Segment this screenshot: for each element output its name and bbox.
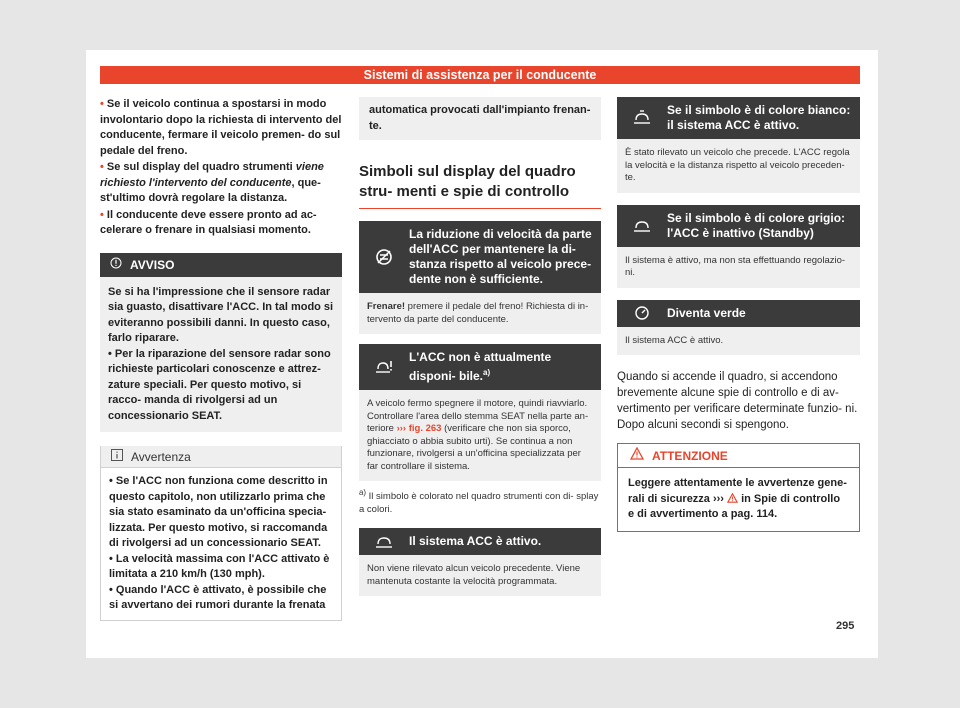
body-paragraph: Quando si accende il quadro, si accendono brevemente alcune spie di controllo e di av- vertimento per verificare determinate funzio- ni. Dopo alcuni secondi si spengono. xyxy=(617,371,858,431)
symbol-description: A veicolo fermo spegnere il motore, quindi riavviarlo. Controllare l'area dello stemma SEAT nella parte an- teriore ››› fig. 263 (verificare che non sia sporco, ghiacciato o abbia subito urti). Se continua a non funzionare, rivolgersi a un'officina specializzata per far controllare il sistema. xyxy=(359,390,601,481)
symbol-title: L'ACC non è attualmente disponi- bile.$^{a)}$ xyxy=(409,350,552,383)
chapter-header: Sistemi di assistenza per il conducente xyxy=(100,66,860,84)
warning-box xyxy=(100,253,342,433)
note-box xyxy=(100,446,342,621)
attention-box xyxy=(617,443,860,532)
symbol-description: Il sistema ACC è attivo. xyxy=(617,327,860,356)
symbol-title: Se il simbolo è di colore grigio: l'ACC è inattivo (Standby) xyxy=(667,210,846,240)
warning-header xyxy=(100,253,342,277)
bullet-list xyxy=(100,97,342,239)
info-square-icon xyxy=(111,446,123,468)
note-paragraph: • Quando l'ACC è attivato, è possibile che si avvertano dei rumori durante la frenata xyxy=(109,583,327,611)
symbol-title: Il sistema ACC è attivo. xyxy=(409,534,542,549)
symbol-header xyxy=(359,344,601,390)
note-title: Avvertenza xyxy=(131,449,191,464)
list-item: • Se sul display del quadro strumenti viene richiesto l'intervento del conducente, que- st'ultimo dovrà regolare la distanza. xyxy=(100,161,324,204)
column-right xyxy=(617,97,860,532)
symbol-header xyxy=(359,528,601,555)
symbol-block xyxy=(617,205,860,288)
symbol-description: Il sistema è attivo, ma non sta effettuando regolazio- ni. xyxy=(617,247,860,288)
warning-paragraph: Se si ha l'impressione che il sensore radar sia guasto, disattivare l'ACC. In tal modo si eviteranno possibili danni. In questo caso, farlo riparare. xyxy=(108,285,334,344)
info-circle-icon xyxy=(110,253,122,277)
warning-body xyxy=(100,277,342,433)
column-left xyxy=(100,97,342,621)
list-item: • Il conducente deve essere pronto ad ac- celerare o frenare in qualsiasi momento. xyxy=(100,208,317,236)
footnote: $^{a)}$ Il simbolo è colorato nel quadro strumenti con di- splay a colori. xyxy=(359,488,599,515)
list-item: • Se il veicolo continua a spostarsi in modo involontario dopo la richiesta di intervento del conducente, fermare il veicolo premen- do sul pedale del freno. xyxy=(100,98,342,157)
symbol-block xyxy=(359,528,601,596)
acc-vehicle-ahead-icon xyxy=(617,110,667,126)
symbol-description: Frenare! premere il pedale del freno! Richiesta di in- tervento da parte del conducente. xyxy=(359,293,601,334)
acc-active-icon xyxy=(359,535,409,549)
acc-green-icon xyxy=(617,305,667,321)
symbol-header xyxy=(617,300,860,327)
acc-standby-icon xyxy=(617,218,667,234)
figure-link[interactable]: ››› fig. 263 xyxy=(396,423,442,434)
acc-limit-icon xyxy=(359,248,409,266)
symbol-header xyxy=(617,97,860,139)
continued-box xyxy=(359,97,601,140)
attention-title: ATTENZIONE xyxy=(652,448,728,463)
symbol-block xyxy=(359,344,601,481)
warning-triangle-icon xyxy=(727,493,738,505)
attention-body: Leggere attentamente le avvertenze gene- rali di sicurezza ››› in Spie di controllo e di avvertimento a pag. 114. xyxy=(628,477,847,520)
symbol-header xyxy=(359,221,601,293)
symbol-title: La riduzione di velocità da parte dell'ACC per mantenere la di- stanza rispetto al veicolo prece- dente non è sufficiente. xyxy=(409,227,592,286)
warning-triangle-icon xyxy=(630,444,644,468)
warning-paragraph: • Per la riparazione del sensore radar sono richieste particolari conoscenze e attrez- zature speciali. Per questo motivo, si racco- manda di rivolgersi ad un concessionario SEAT. xyxy=(108,347,331,422)
symbol-header xyxy=(617,205,860,247)
attention-header xyxy=(618,444,859,468)
note-paragraph: • La velocità massima con l'ACC attivato è limitata a 210 km/h (130 mph). xyxy=(109,552,330,580)
symbol-block xyxy=(359,221,601,334)
symbol-title: Se il simbolo è di colore bianco: il sistema ACC è attivo. xyxy=(667,103,851,132)
symbol-block xyxy=(617,97,860,193)
note-paragraph: • Se l'ACC non funziona come descritto in questo capitolo, non utilizzarlo prima che sia stato esaminato da un'officina specia- lizzata. Per questo motivo, si raccomanda di rivolgersi ad un concessionario SEAT. xyxy=(109,475,328,549)
page-number: 295 xyxy=(836,620,855,632)
column-middle xyxy=(359,97,601,606)
symbol-description: Non viene rilevato alcun veicolo precedente. Viene mantenuta costante la velocità programmata. xyxy=(359,555,601,596)
symbol-description: È stato rilevato un veicolo che precede. L'ACC regola la velocità e la distanza rispetto al veicolo preceden- te. xyxy=(617,139,860,193)
note-header xyxy=(101,446,341,468)
warning-title: AVVISO xyxy=(130,257,175,272)
note-body xyxy=(101,468,341,620)
symbol-title: Diventa verde xyxy=(667,305,746,320)
symbol-block xyxy=(617,300,860,356)
section-title: Simboli sul display del quadro stru- menti e spie di controllo xyxy=(359,162,601,209)
continued-text: automatica provocati dall'impianto frenan- te. xyxy=(369,104,591,132)
acc-unavailable-icon xyxy=(359,359,409,375)
